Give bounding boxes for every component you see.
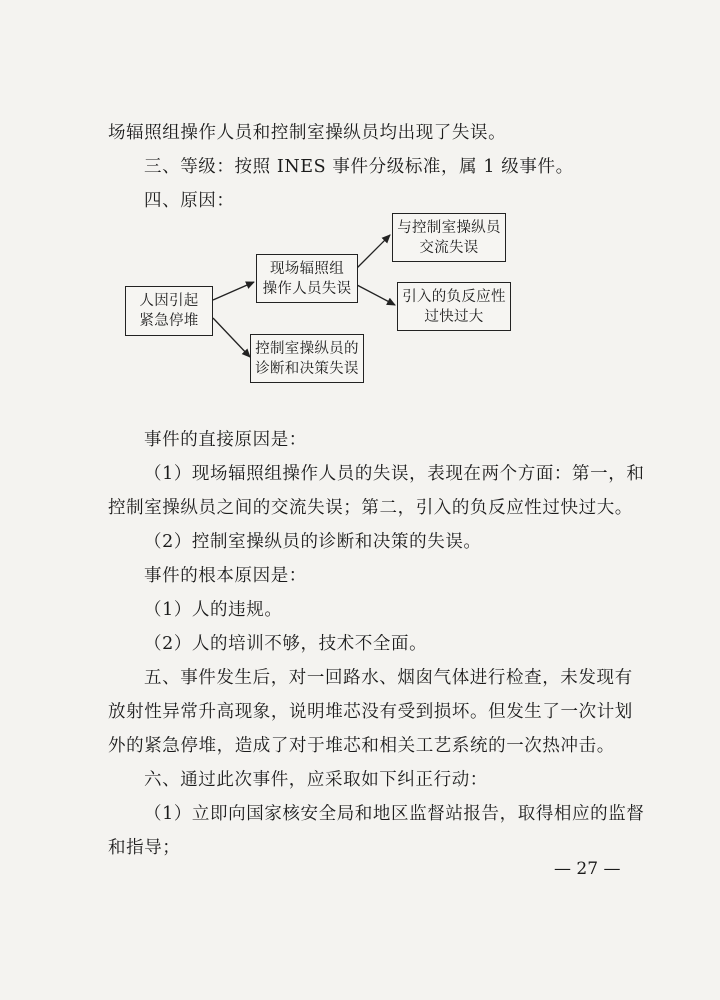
box-text: 紧急停堆 bbox=[139, 313, 199, 329]
diagram-box-root-cause bbox=[125, 286, 213, 336]
diagram-box-reactivity-error bbox=[397, 282, 511, 331]
box-text: 引入的负反应性 bbox=[402, 288, 506, 305]
box-text: 操作人员失误 bbox=[262, 280, 352, 297]
paragraph-line: 和指导； bbox=[108, 838, 181, 858]
box-text: 现场辐照组 bbox=[270, 260, 344, 277]
arrow-root-to-mid-top bbox=[213, 282, 254, 300]
paragraph-section-three: 三、等级：按照 INES 事件分级标准，属 1 级事件。 bbox=[144, 157, 574, 177]
box-text: 交流失误 bbox=[419, 239, 479, 256]
box-text: 诊断和决策失误 bbox=[255, 360, 359, 377]
box-text: 过快过大 bbox=[424, 308, 484, 325]
box-text: 控制室操纵员的 bbox=[255, 340, 359, 357]
paragraph-direct-cause-heading: 事件的直接原因是： bbox=[144, 430, 307, 450]
arrow-mid-top-to-right-top bbox=[357, 235, 390, 268]
paragraph-line: （2）人的培训不够，技术不全面。 bbox=[144, 634, 428, 654]
box-text: 人因引起 bbox=[139, 293, 199, 309]
paragraph-section-four: 四、原因： bbox=[144, 191, 235, 211]
paragraph-line: 外的紧急停堆，造成了对于堆芯和相关工艺系统的一次热冲击。 bbox=[108, 736, 615, 756]
paragraph-root-cause-heading: 事件的根本原因是： bbox=[144, 566, 307, 586]
paragraph-section-six: 六、通过此次事件，应采取如下纠正行动： bbox=[144, 770, 488, 790]
arrow-mid-top-to-right-bottom bbox=[357, 285, 395, 305]
diagram-box-field-operator-error bbox=[256, 254, 358, 303]
paragraph-line: 控制室操纵员之间的交流失误；第二，引入的负反应性过快过大。 bbox=[108, 498, 633, 518]
diagram-box-communication-error bbox=[392, 213, 506, 262]
paragraph-line: （1）人的违规。 bbox=[144, 600, 283, 620]
paragraph-line: 场辐照组操作人员和控制室操纵员均出现了失误。 bbox=[108, 123, 507, 143]
paragraph-section-five: 五、事件发生后，对一回路水、烟囱气体进行检查，未发现有 bbox=[144, 668, 633, 688]
arrow-root-to-mid-bottom bbox=[213, 318, 250, 357]
page-number: — 27 — bbox=[554, 859, 621, 879]
paragraph-line: 放射性异常升高现象，说明堆芯没有受到损坏。但发生了一次计划 bbox=[108, 702, 633, 722]
paragraph-line: （1）现场辐照组操作人员的失误，表现在两个方面：第一，和 bbox=[144, 464, 645, 484]
paragraph-line: （1）立即向国家核安全局和地区监督站报告，取得相应的监督 bbox=[144, 804, 645, 824]
box-text: 与控制室操纵员 bbox=[397, 219, 501, 236]
diagram-box-control-room-error bbox=[250, 334, 364, 383]
paragraph-line: （2）控制室操纵员的诊断和决策的失误。 bbox=[144, 532, 482, 552]
